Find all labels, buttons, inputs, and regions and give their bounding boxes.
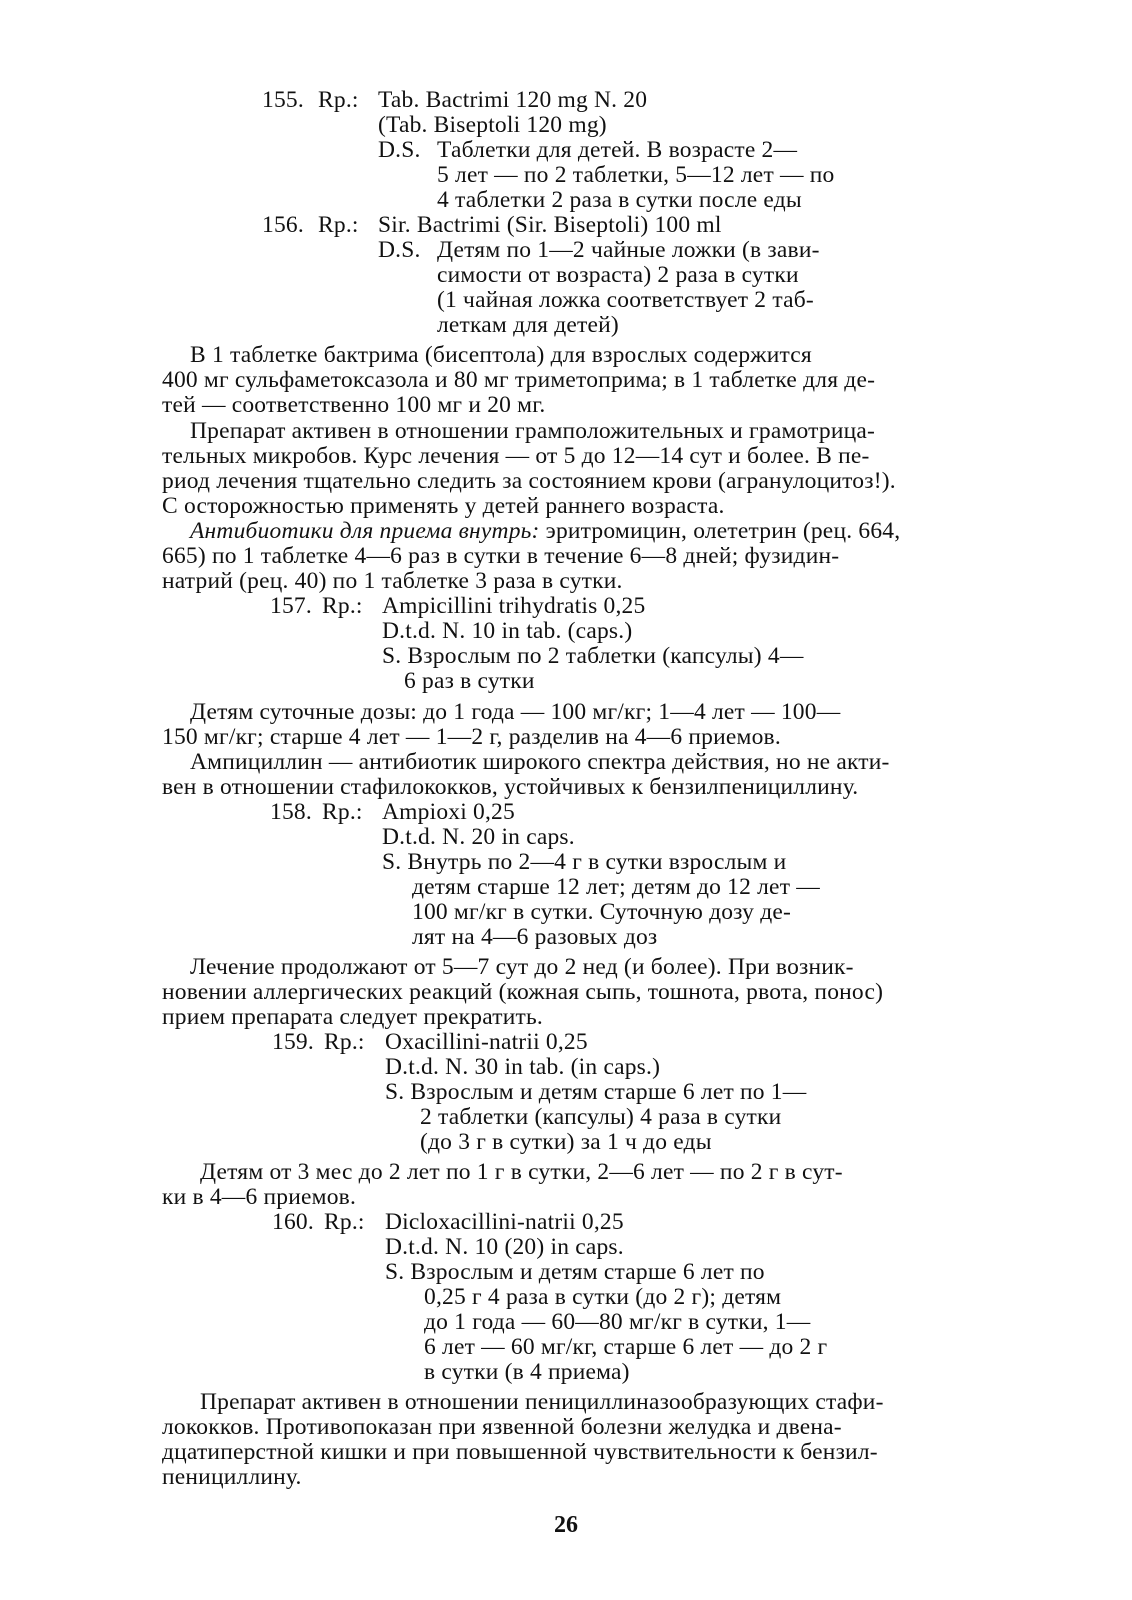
recipe-line: D.t.d. N. 30 in tab. (in caps.) [385,1054,661,1080]
recipe-line: 6 лет — 60 мг/кг, старше 6 лет — до 2 г [424,1334,828,1360]
recipe-rp: Rp.: [318,87,359,113]
recipe-rp: Rp.: [324,1209,365,1235]
recipe-number: 156. [262,212,304,238]
recipe-ds-label: D.S. [378,237,421,263]
recipe-number: 159. [272,1029,314,1055]
recipe-rp: Rp.: [322,593,363,619]
recipe-number: 160. [272,1209,314,1235]
recipe-ds-line: 4 таблетки 2 раза в сутки после еды [437,187,802,213]
recipe-line: (до 3 г в сутки) за 1 ч до еды [420,1129,712,1155]
paragraph-line: пенициллину. [162,1464,302,1490]
paragraph-line: вен в отношении стафилококков, устойчивых к бензилпенициллину. [162,774,859,800]
recipe-ds-label: D.S. [378,137,421,163]
recipe-line: 2 таблетки (капсулы) 4 раза в сутки [420,1104,782,1130]
recipe-ds-line: Детям по 1—2 чайные ложки (в зави- [437,237,820,263]
recipe-number: 155. [262,87,304,113]
recipe-line: 0,25 г 4 раза в сутки (до 2 г); детям [424,1284,782,1310]
paragraph-line: Детям суточные дозы: до 1 года — 100 мг/кг; 1—4 лет — 100— [190,699,841,725]
paragraph-line: С осторожностью применять у детей раннего возраста. [162,493,725,519]
recipe-number: 158. [270,799,312,825]
recipe-line: Ampicillini trihydratis 0,25 [382,593,646,619]
paragraph-line: Ампициллин — антибиотик широкого спектра действия, но не акти- [190,749,890,775]
paragraph-line: В 1 таблетке бактрима (бисептола) для взрослых содержится [190,342,812,368]
recipe-line: в сутки (в 4 приема) [424,1359,630,1385]
recipe-line: D.t.d. N. 20 in caps. [382,824,575,850]
recipe-ds-line: Таблетки для детей. В возрасте 2— [437,137,798,163]
paragraph-line: прием препарата следует прекратить. [162,1004,543,1030]
recipe-line: S. Внутрь по 2—4 г в сутки взрослым и [382,849,787,875]
recipe-line: лят на 4—6 разовых доз [412,924,658,950]
paragraph-line: новении аллергических реакций (кожная сыпь, тошнота, рвота, понос) [162,979,884,1005]
recipe-line: (Tab. Biseptoli 120 mg) [378,112,607,138]
page-number: 26 [554,1512,578,1538]
paragraph-line: риод лечения тщательно следить за состоянием крови (агранулоцитоз!). [162,468,896,494]
paragraph-text: эритромицин, олететрин (рец. 664, [539,518,901,544]
italic-heading: Антибиотики для приема внутрь: [190,518,540,544]
recipe-ds-line: (1 чайная ложка соответствует 2 таб- [437,287,814,313]
paragraph-line: лококков. Противопоказан при язвенной болезни желудка и двена- [162,1414,842,1440]
recipe-line: S. Взрослым и детям старше 6 лет по 1— [385,1079,807,1105]
paragraph-line: тельных микробов. Курс лечения — от 5 до 12—14 сут и более. В пе- [162,443,870,469]
paragraph-line: дцатиперстной кишки и при повышенной чувствительности к бензил- [162,1439,878,1465]
paragraph-line: 400 мг сульфаметоксазола и 80 мг триметоприма; в 1 таблетке для де- [162,367,876,393]
recipe-line: D.t.d. N. 10 (20) in caps. [385,1234,624,1260]
recipe-line: 6 раз в сутки [404,668,535,694]
recipe-line: D.t.d. N. 10 in tab. (caps.) [382,618,633,644]
recipe-line: Dicloxacillini-natrii 0,25 [385,1209,624,1235]
recipe-line: детям старше 12 лет; детям до 12 лет — [412,874,820,900]
recipe-line: 100 мг/кг в сутки. Суточную дозу де- [412,899,792,925]
recipe-line: Tab. Bactrimi 120 mg N. 20 [378,87,648,113]
paragraph-line: тей — соответственно 100 мг и 20 мг. [162,392,546,418]
paragraph-line: Препарат активен в отношении пенициллиназообразующих стафи- [200,1389,884,1415]
paragraph-line: 150 мг/кг; старше 4 лет — 1—2 г, разделив на 4—6 приемов. [162,724,781,750]
recipe-ds-line: симости от возраста) 2 раза в сутки [437,262,799,288]
recipe-rp: Rp.: [322,799,363,825]
paragraph-line: Лечение продолжают от 5—7 сут до 2 нед (и более). При возник- [190,954,854,980]
recipe-line: Sir. Bactrimi (Sir. Biseptoli) 100 ml [378,212,722,238]
recipe-rp: Rp.: [318,212,359,238]
recipe-line: Ampioxi 0,25 [382,799,515,825]
paragraph-line: ки в 4—6 приемов. [162,1184,357,1210]
paragraph-line: Препарат активен в отношении грамположительных и грамотрица- [190,418,876,444]
paragraph-line [190,519,900,543]
recipe-line: S. Взрослым и детям старше 6 лет по [385,1259,765,1285]
recipe-ds-line: леткам для детей) [437,312,619,338]
paragraph-line: натрий (рец. 40) по 1 таблетке 3 раза в сутки. [162,568,623,594]
recipe-line: Oxacillini-natrii 0,25 [385,1029,588,1055]
recipe-rp: Rp.: [324,1029,365,1055]
recipe-line: S. Взрослым по 2 таблетки (капсулы) 4— [382,643,804,669]
recipe-number: 157. [270,593,312,619]
recipe-line: до 1 года — 60—80 мг/кг в сутки, 1— [424,1309,811,1335]
paragraph-line: 665) по 1 таблетке 4—6 раз в сутки в течение 6—8 дней; фузидин- [162,543,840,569]
recipe-ds-line: 5 лет — по 2 таблетки, 5—12 лет — по [437,162,835,188]
paragraph-line: Детям от 3 мес до 2 лет по 1 г в сутки, 2—6 лет — по 2 г в сут- [200,1159,843,1185]
